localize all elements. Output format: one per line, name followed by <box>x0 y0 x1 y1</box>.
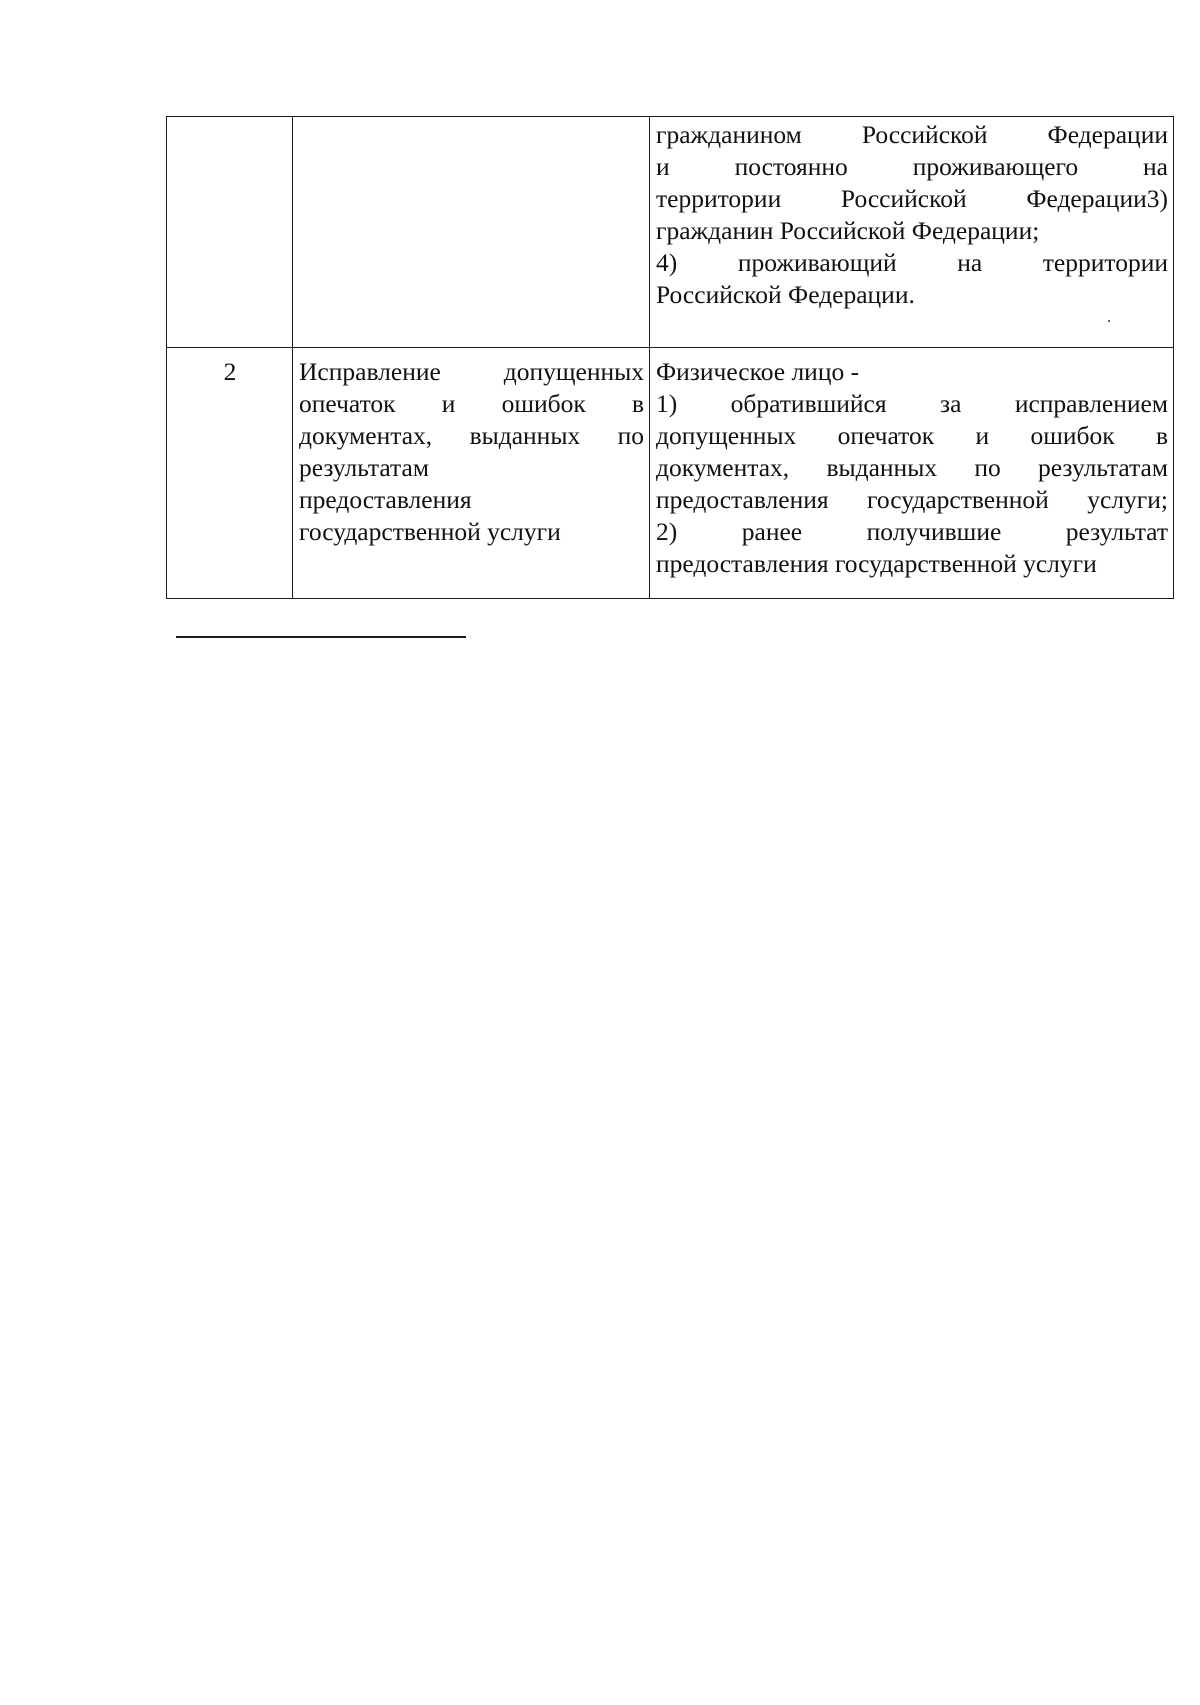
applicant-line: 2) ранее получившие результат <box>656 517 1168 546</box>
applicant-line: и постоянно проживающего на <box>656 152 1168 181</box>
applicant-cell <box>650 348 1174 599</box>
applicant-line: гражданином Российской Федерации <box>656 120 1168 149</box>
applicant-line: гражданин Российской Федерации; <box>656 216 1040 245</box>
applicant-line: допущенных опечаток и ошибок в <box>656 421 1168 450</box>
applicant-line: 4) проживающий на территории <box>656 248 1168 277</box>
service-line: опечаток и ошибок в <box>299 389 644 418</box>
service-cell <box>293 348 650 599</box>
footnote-divider <box>176 636 466 638</box>
applicant-line: документах, выданных по результатам <box>656 453 1168 482</box>
applicant-line: Физическое лицо - <box>656 357 860 386</box>
table-row <box>167 348 1174 599</box>
service-line: результатам <box>299 453 429 482</box>
applicant-line: предоставления государственной услуги; <box>656 485 1168 514</box>
row-number-cell: 2 <box>167 348 293 599</box>
service-line: документах, выданных по <box>299 421 644 450</box>
table-row <box>167 117 1174 348</box>
applicant-line: предоставления государственной услуги <box>656 549 1097 578</box>
service-line: предоставления <box>299 485 472 514</box>
scan-speck <box>1108 320 1110 322</box>
requirements-table <box>166 116 1174 599</box>
applicant-line: Российской Федерации. <box>656 280 915 309</box>
applicant-cell <box>650 117 1174 348</box>
service-line: Исправление допущенных <box>299 357 644 386</box>
applicant-line: 1) обратившийся за исправлением <box>656 389 1168 418</box>
service-cell <box>293 117 650 348</box>
row-number-cell <box>167 117 293 348</box>
service-line: государственной услуги <box>299 517 561 546</box>
applicant-line: территории Российской Федерации3) <box>656 184 1168 213</box>
